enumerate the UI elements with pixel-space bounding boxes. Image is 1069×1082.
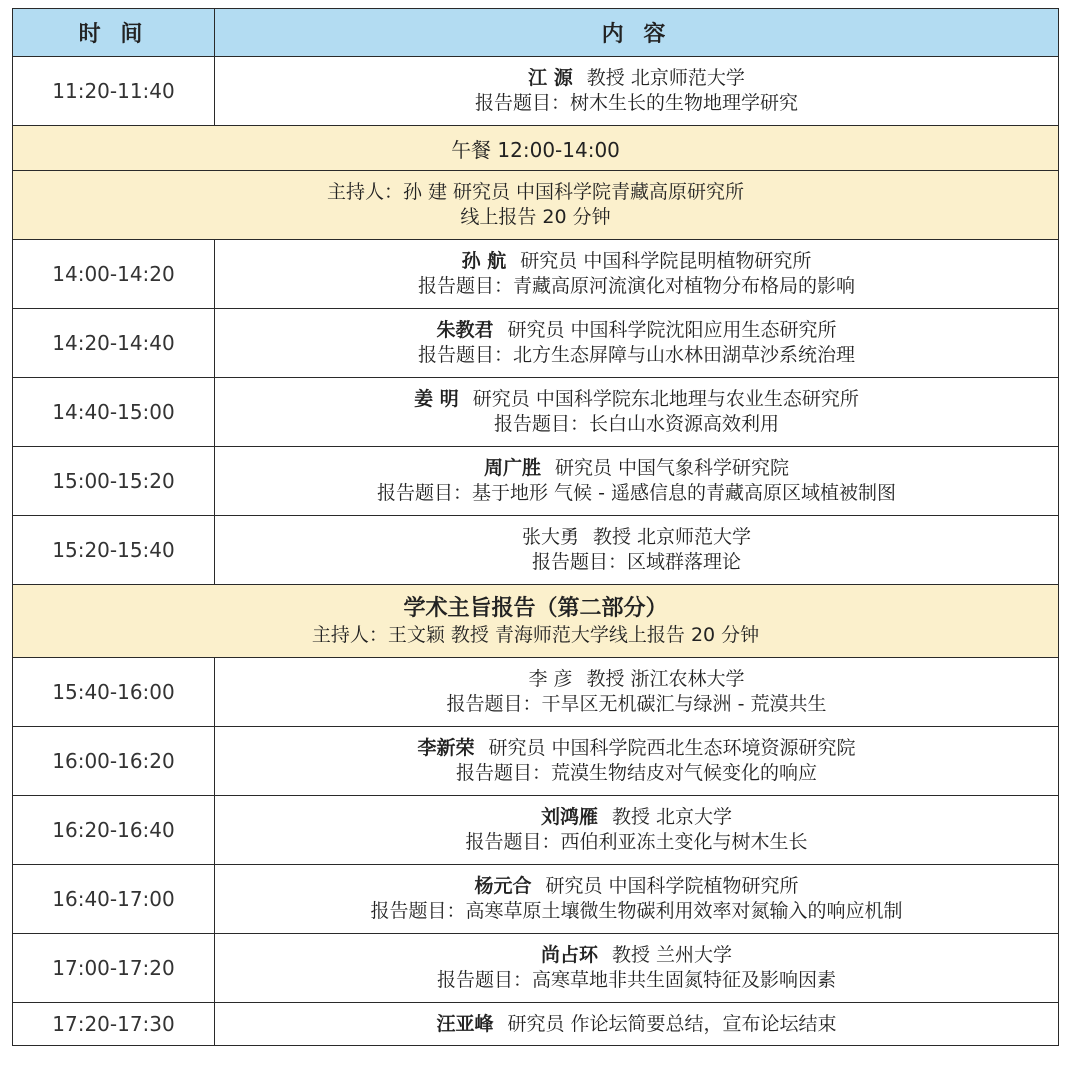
report-topic: 报告题目：北方生态屏障与山水林田湖草沙系统治理	[417, 344, 855, 366]
table-row	[13, 796, 1059, 865]
session-cell	[13, 585, 1059, 658]
time-cell: 17:00-17:20	[13, 934, 215, 1003]
table-row	[13, 727, 1059, 796]
report-topic: 报告题目：干旱区无机碳汇与绿洲 - 荒漠共生	[446, 693, 827, 715]
speaker-name: 汪亚峰	[436, 1012, 494, 1035]
time-cell: 14:00-14:20	[13, 240, 215, 309]
speaker-line	[215, 249, 1058, 274]
speaker-name: 刘鸿雁	[540, 806, 598, 828]
content-cell	[215, 516, 1059, 585]
speaker-name: 李 彦	[528, 668, 573, 690]
speaker-affiliation: 教授 浙江农林大学	[586, 668, 745, 690]
speaker-name: 张大勇	[521, 526, 579, 548]
speaker-affiliation: 教授 兰州大学	[611, 944, 733, 966]
speaker-line	[215, 943, 1058, 968]
speaker-name: 周广胜	[483, 457, 541, 479]
content-cell	[215, 727, 1059, 796]
report-topic: 报告题目：高寒草地非共生固氮特征及影响因素	[436, 969, 836, 991]
content-cell	[215, 240, 1059, 309]
table-row	[13, 240, 1059, 309]
speaker-line	[215, 387, 1058, 412]
time-cell: 15:40-16:00	[13, 658, 215, 727]
report-topic: 报告题目：基于地形 气候 - 遥感信息的青藏高原区域植被制图	[377, 482, 896, 504]
lunch-cell: 午餐 12:00-14:00	[13, 126, 1059, 171]
time-cell: 11:20-11:40	[13, 57, 215, 126]
header-time: 时 间	[13, 9, 215, 57]
time-cell: 14:40-15:00	[13, 378, 215, 447]
speaker-name: 杨元合	[474, 875, 532, 897]
speaker-affiliation: 研究员 中国科学院沈阳应用生态研究所	[507, 319, 837, 341]
speaker-affiliation: 教授 北京师范大学	[586, 67, 745, 89]
speaker-line	[215, 318, 1058, 343]
speaker-affiliation: 教授 北京大学	[611, 806, 733, 828]
speaker-affiliation: 研究员 中国气象科学研究院	[554, 457, 790, 479]
speaker-line	[215, 66, 1058, 91]
report-topic: 报告题目：青藏高原河流演化对植物分布格局的影响	[417, 275, 855, 297]
speaker-line	[215, 805, 1058, 830]
session-host-line: 主持人：王文颖 教授 青海师范大学线上报告 20 分钟	[311, 623, 760, 646]
report-topic: 报告题目：西伯利亚冻土变化与树木生长	[465, 831, 808, 853]
table-row	[13, 309, 1059, 378]
content-cell	[215, 865, 1059, 934]
table-row	[13, 934, 1059, 1003]
lunch-row	[13, 126, 1059, 171]
host-line: 主持人：孙 建 研究员 中国科学院青藏高原研究所	[326, 181, 745, 203]
host-cell	[13, 171, 1059, 240]
report-topic: 报告题目：荒漠生物结皮对气候变化的响应	[455, 762, 817, 784]
table-row	[13, 516, 1059, 585]
report-topic: 报告题目：树木生长的生物地理学研究	[474, 92, 798, 114]
speaker-affiliation: 研究员 中国科学院西北生态环境资源研究院	[488, 737, 856, 759]
speaker-name: 李新荣	[417, 737, 475, 759]
session-row	[13, 585, 1059, 658]
time-cell: 15:00-15:20	[13, 447, 215, 516]
report-topic: 报告题目：长白山水资源高效利用	[493, 413, 779, 435]
speaker-name: 姜 明	[414, 388, 459, 410]
time-cell: 16:00-16:20	[13, 727, 215, 796]
speaker-name: 朱教君	[436, 319, 494, 341]
table-row	[13, 865, 1059, 934]
time-cell: 16:40-17:00	[13, 865, 215, 934]
speaker-name: 江 源	[528, 67, 573, 89]
content-cell	[215, 796, 1059, 865]
report-topic: 报告题目：区域群落理论	[531, 551, 741, 573]
speaker-line	[215, 525, 1058, 550]
table-row	[13, 447, 1059, 516]
report-topic: 报告题目：高寒草原土壤微生物碳利用效率对氮输入的响应机制	[370, 900, 903, 922]
content-cell	[215, 934, 1059, 1003]
table-row	[13, 378, 1059, 447]
schedule-table	[12, 8, 1059, 1046]
table-row	[13, 57, 1059, 126]
speaker-affiliation: 研究员 中国科学院昆明植物研究所	[520, 250, 812, 272]
speaker-name: 孙 航	[461, 250, 507, 272]
header-row	[13, 9, 1059, 57]
time-cell: 17:20-17:30	[13, 1003, 215, 1046]
time-cell: 15:20-15:40	[13, 516, 215, 585]
table-row	[13, 1003, 1059, 1046]
closing-remarks: 研究员 作论坛简要总结，宣布论坛结束	[507, 1012, 837, 1035]
host-row	[13, 171, 1059, 240]
content-cell	[215, 57, 1059, 126]
speaker-line	[215, 874, 1058, 899]
speaker-line	[215, 667, 1058, 692]
speaker-line	[215, 456, 1058, 481]
speaker-line	[215, 1012, 1058, 1037]
speaker-affiliation: 研究员 中国科学院植物研究所	[545, 875, 799, 897]
content-cell	[215, 658, 1059, 727]
content-cell	[215, 378, 1059, 447]
speaker-line	[215, 736, 1058, 761]
content-cell	[215, 447, 1059, 516]
format-line: 线上报告 20 分钟	[460, 206, 611, 228]
speaker-affiliation: 教授 北京师范大学	[592, 526, 752, 548]
content-cell	[215, 309, 1059, 378]
table-row	[13, 658, 1059, 727]
session-title: 学术主旨报告（第二部分）	[403, 595, 668, 621]
header-content: 内 容	[215, 9, 1059, 57]
speaker-affiliation: 研究员 中国科学院东北地理与农业生态研究所	[472, 388, 859, 410]
time-cell: 14:20-14:40	[13, 309, 215, 378]
speaker-name: 尚占环	[540, 944, 598, 966]
time-cell: 16:20-16:40	[13, 796, 215, 865]
content-cell	[215, 1003, 1059, 1046]
